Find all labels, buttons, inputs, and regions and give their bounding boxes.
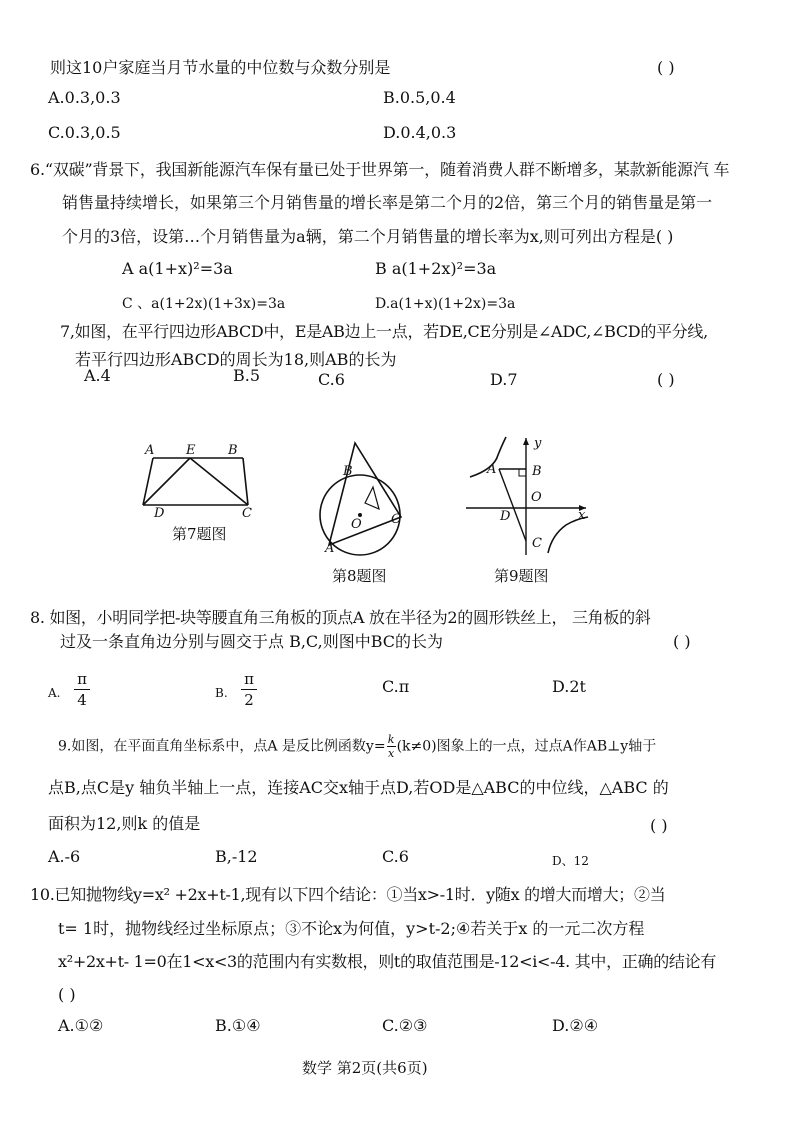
fig9-label-a: A bbox=[487, 462, 497, 477]
fig9-label-b: B bbox=[532, 464, 542, 479]
q9-line3: 面积为12,则k 的值是 bbox=[48, 814, 201, 833]
fig8-caption: 第8题图 bbox=[332, 567, 387, 585]
fig8-label-c: C bbox=[391, 512, 401, 527]
fig7-label-b: B bbox=[228, 443, 238, 458]
q9-option-a: A.-6 bbox=[48, 847, 81, 866]
q7-option-b: B.5 bbox=[233, 366, 261, 385]
fig7-label-a: A bbox=[145, 443, 155, 458]
q9-fraction bbox=[387, 734, 396, 759]
q10-line1: 10.已知抛物线y=x² +2x+t-1,现有以下四个结论：①当x>-1时．y随x 的增大而增大；②当 bbox=[30, 885, 666, 904]
q9-line1 bbox=[58, 734, 656, 759]
q5-option-d: D.0.4,0.3 bbox=[383, 123, 457, 142]
q10-option-b: B.①④ bbox=[215, 1016, 261, 1035]
fig8-label-b: B bbox=[343, 464, 353, 479]
q5-option-b: B.0.5,0.4 bbox=[383, 88, 456, 107]
figure-8 bbox=[315, 435, 405, 560]
q7-line1: 7,如图，在平行四边形ABCD中，E是AB边上一点，若DE,CE分别是∠ADC,∠BCD的平分线, bbox=[60, 322, 708, 341]
q5-option-c: C.0.3,0.5 bbox=[48, 123, 121, 142]
q8-option-c: C.π bbox=[382, 677, 410, 696]
fig9-label-o: O bbox=[531, 490, 542, 505]
q9-option-d: D、12 bbox=[552, 854, 589, 868]
fraction-bar bbox=[241, 689, 257, 690]
q10-option-c: C.②③ bbox=[382, 1016, 428, 1035]
fig9-label-y: y bbox=[534, 436, 542, 451]
q10-line4: ( ) bbox=[58, 985, 76, 1004]
q5-paren: ( ) bbox=[657, 58, 675, 77]
q6-line1: 6.“双碳”背景下，我国新能源汽车保有量已处于世界第一，随着消费人群不断增多，某款新能源汽 车 bbox=[30, 160, 730, 179]
fig9-label-x: x bbox=[578, 508, 586, 523]
q7-paren: ( ) bbox=[657, 370, 675, 389]
q7-option-d: D.7 bbox=[490, 370, 518, 389]
q9-line1-pre: 9.如图，在平面直角坐标系中，点A 是反比例函数y= bbox=[58, 738, 386, 755]
page-footer: 数学 第2页(共6页) bbox=[302, 1059, 428, 1077]
q6-option-b: B a(1+2x)²=3a bbox=[375, 259, 497, 278]
figure-9 bbox=[466, 435, 591, 560]
q9-option-b: B,-12 bbox=[215, 847, 258, 866]
q9-option-c: C.6 bbox=[382, 847, 409, 866]
fig7-label-e: E bbox=[186, 443, 196, 458]
q8-line2: 过及一条直角边分别与圆交于点 B,C,则图中BC的长为 bbox=[60, 632, 443, 651]
fig8-label-o: O bbox=[351, 517, 362, 532]
fig9-label-c: C bbox=[532, 536, 542, 551]
q9-line1-post: (k≠0)图象上的一点，过点A作AB⊥y轴于 bbox=[396, 738, 657, 755]
q6-option-d: D.a(1+x)(1+2x)=3a bbox=[375, 296, 516, 312]
fig9-caption: 第9题图 bbox=[494, 567, 549, 585]
q6-option-a: A a(1+x)²=3a bbox=[122, 259, 233, 278]
q8-option-a-numerator: π bbox=[77, 670, 87, 688]
q5-stem: 则这10户家庭当月节水量的中位数与众数分别是 bbox=[50, 58, 391, 77]
q9-paren: ( ) bbox=[650, 816, 668, 835]
q10-option-d: D.②④ bbox=[552, 1016, 599, 1035]
q10-line2: t= 1时，抛物线经过坐标原点；③不论x为何值，y>t-2;④若关于x 的一元二次方程 bbox=[58, 919, 645, 938]
q5-option-a: A.0.3,0.3 bbox=[48, 88, 121, 107]
q8-option-a-label: A. bbox=[48, 686, 61, 700]
q8-option-a-fraction bbox=[74, 671, 90, 708]
fraction-bar bbox=[74, 689, 90, 690]
q7-option-c: C.6 bbox=[318, 370, 345, 389]
q10-option-a: A.①② bbox=[58, 1016, 104, 1035]
fig7-label-d: D bbox=[154, 506, 165, 521]
fig9-label-d: D bbox=[500, 509, 511, 524]
q6-line2: 销售量持续增长，如果第三个月销售量的增长率是第二个月的2倍，第三个月的销售量是第一 bbox=[62, 193, 713, 212]
q8-option-b-fraction bbox=[241, 671, 257, 708]
q7-option-a: A.4 bbox=[84, 366, 111, 385]
q9-line2: 点B,点C是y 轴负半轴上一点，连接AC交x轴于点D,若OD是△ABC的中位线，△ABC 的 bbox=[48, 778, 669, 797]
q7-line2: 若平行四边形ABCD的周长为18,则AB的长为 bbox=[75, 350, 397, 369]
q8-option-d: D.2t bbox=[552, 677, 586, 696]
fig8-label-a: A bbox=[325, 541, 335, 556]
q9-fraction-den: x bbox=[387, 747, 395, 760]
q8-paren: ( ) bbox=[673, 632, 691, 651]
q6-option-c: C 、a(1+2x)(1+3x)=3a bbox=[122, 296, 286, 312]
q8-option-b-denominator: 2 bbox=[244, 691, 254, 709]
q10-line3: x²+2x+t- 1=0在1<x<3的范围内有实数根，则t的取值范围是-12<i<-4. 其中，正确的结论有 bbox=[58, 952, 717, 971]
q8-option-b-numerator: π bbox=[244, 670, 254, 688]
q9-fraction-num: k bbox=[387, 733, 395, 746]
q8-line1: 8. 如图，小明同学把-块等腰直角三角板的顶点A 放在半径为2的圆形铁丝上， 三角板的斜 bbox=[30, 608, 651, 627]
fig7-caption: 第7题图 bbox=[172, 525, 227, 543]
q8-option-a-denominator: 4 bbox=[77, 691, 87, 709]
q8-option-b-label: B. bbox=[215, 686, 228, 700]
q6-line3: 个月的3倍，设第…个月销售量为a辆，第二个月销售量的增长率为x,则可列出方程是( ) bbox=[62, 227, 674, 246]
figure-7 bbox=[140, 440, 260, 520]
fig7-label-c: C bbox=[242, 506, 252, 521]
